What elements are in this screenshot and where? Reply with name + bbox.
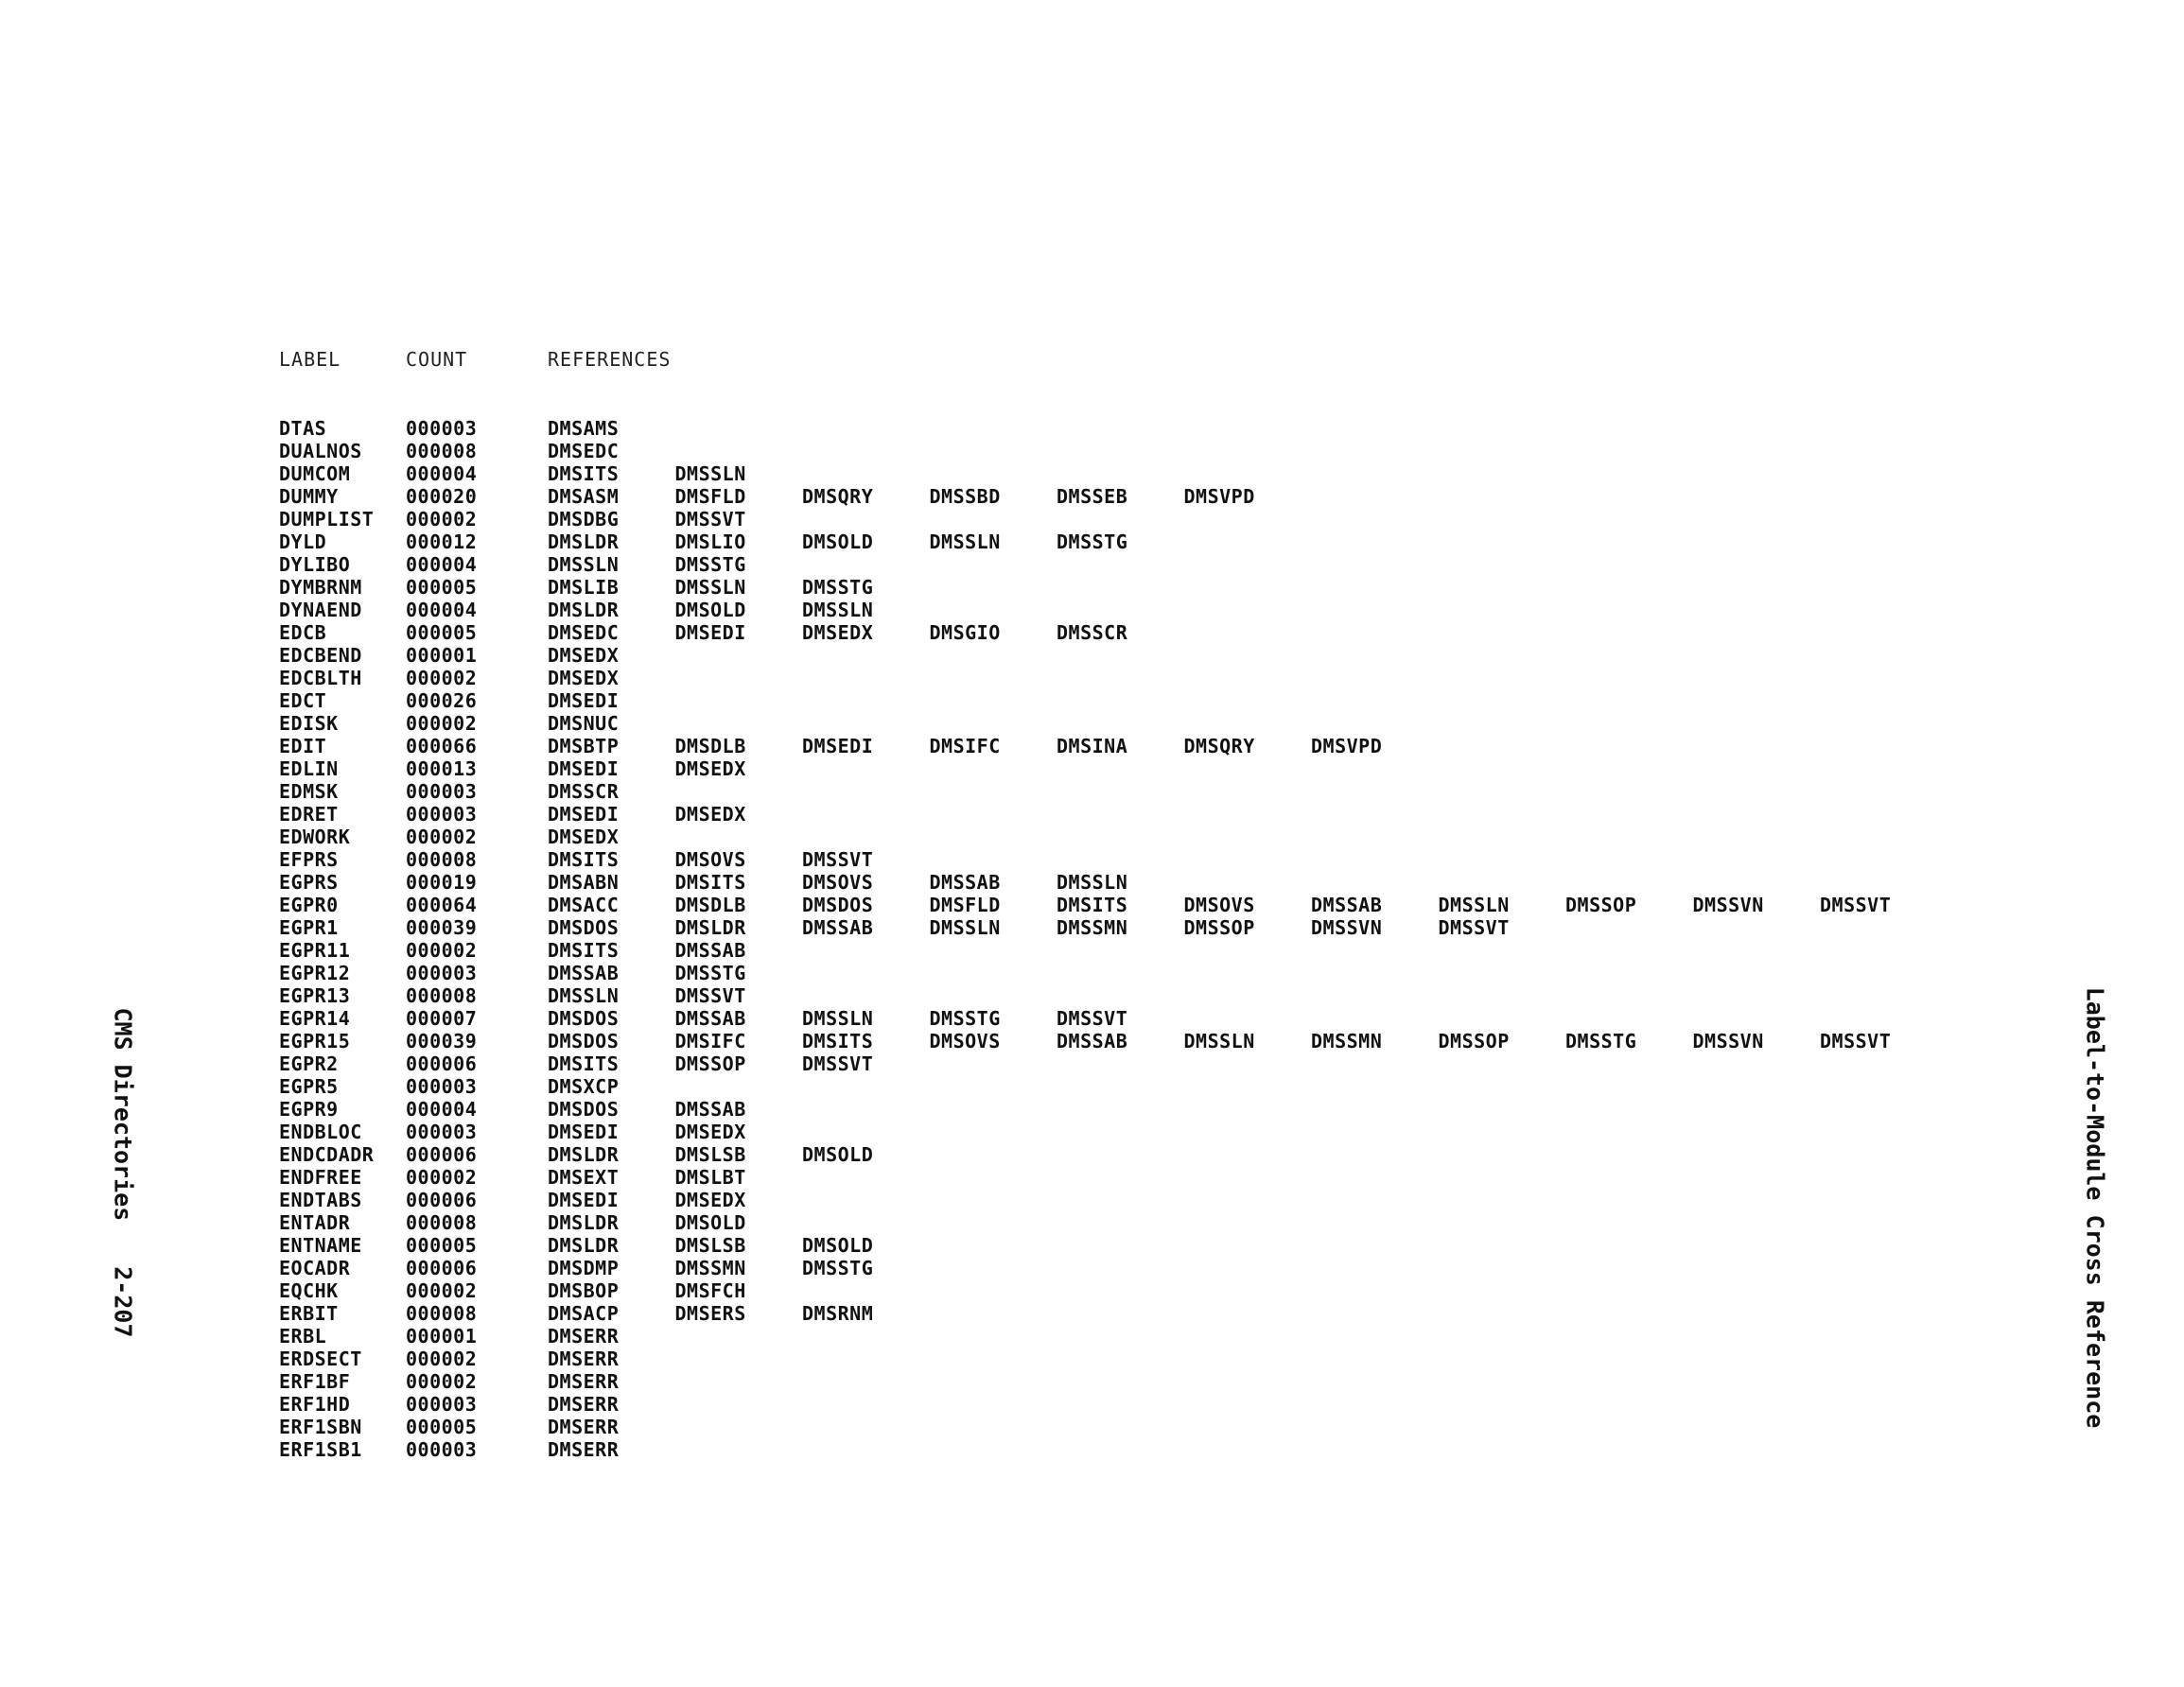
row-reference: DMSSAB	[674, 939, 746, 962]
row-count: 000008	[406, 440, 478, 462]
row-label: DYMBRNM	[279, 576, 362, 599]
row-label: EQCHK	[279, 1279, 339, 1302]
row-reference: DMSDOS	[548, 1098, 620, 1121]
row-label: EDISK	[279, 712, 339, 735]
row-reference: DMSSOP	[1183, 916, 1255, 939]
row-reference: DMSSBD	[929, 485, 1001, 508]
running-title: Label-to-Module Cross Reference	[2081, 986, 2109, 1429]
row-count: 000006	[406, 1257, 478, 1279]
row-label: DUMCOM	[279, 462, 351, 485]
row-reference: DMSSVT	[1057, 1007, 1128, 1030]
row-count: 000001	[406, 644, 478, 667]
row-count: 000003	[406, 417, 478, 440]
row-label: EGPRS	[279, 871, 339, 894]
row-reference: DMSLBT	[674, 1166, 746, 1189]
row-count: 000002	[406, 826, 478, 848]
row-reference: DMSSVT	[1438, 916, 1510, 939]
row-reference: DMSLSB	[674, 1234, 746, 1257]
header-count: COUNT	[406, 348, 468, 371]
row-reference: DMSEDX	[674, 803, 746, 826]
row-reference: DMSSEB	[1057, 485, 1128, 508]
row-count: 000006	[406, 1143, 478, 1166]
row-count: 000004	[406, 462, 478, 485]
row-reference: DMSLDR	[548, 1143, 620, 1166]
row-reference: DMSSVN	[1311, 916, 1383, 939]
row-reference: DMSSLN	[929, 916, 1001, 939]
row-label: EDMSK	[279, 780, 339, 803]
row-reference: DMSERR	[548, 1325, 620, 1348]
row-count: 000005	[406, 621, 478, 644]
row-label: ERDSECT	[279, 1348, 362, 1370]
row-count: 000020	[406, 485, 478, 508]
row-reference: DMSEDC	[548, 440, 620, 462]
row-reference: DMSITS	[1057, 894, 1128, 916]
row-reference: DMSXCP	[548, 1075, 620, 1098]
row-reference: DMSABN	[548, 871, 620, 894]
row-label: EDCBLTH	[279, 667, 362, 689]
row-label: ERF1SB1	[279, 1438, 362, 1461]
row-label: ERF1SBN	[279, 1416, 362, 1438]
row-reference: DMSERS	[674, 1302, 746, 1325]
row-reference: DMSEDX	[548, 826, 620, 848]
row-label: EGPR1	[279, 916, 339, 939]
header-label: LABEL	[279, 348, 341, 371]
row-reference: DMSSOP	[674, 1052, 746, 1075]
row-reference: DMSSVN	[1692, 1030, 1764, 1052]
row-reference: DMSSAB	[1057, 1030, 1128, 1052]
row-reference: DMSSLN	[1438, 894, 1510, 916]
row-count: 000003	[406, 1438, 478, 1461]
row-label: EGPR15	[279, 1030, 351, 1052]
row-label: EDLIN	[279, 757, 339, 780]
row-reference: DMSSTG	[802, 1257, 874, 1279]
row-count: 000039	[406, 1030, 478, 1052]
row-reference: DMSSCR	[548, 780, 620, 803]
row-reference: DMSSOP	[1438, 1030, 1510, 1052]
row-count: 000039	[406, 916, 478, 939]
row-label: ERF1BF	[279, 1370, 351, 1393]
row-count: 000002	[406, 1348, 478, 1370]
row-reference: DMSOVS	[1183, 894, 1255, 916]
row-label: EDCB	[279, 621, 327, 644]
row-reference: DMSSAB	[802, 916, 874, 939]
row-reference: DMSSLN	[1183, 1030, 1255, 1052]
row-reference: DMSSVT	[1820, 894, 1892, 916]
row-reference: DMSFCH	[674, 1279, 746, 1302]
row-reference: DMSDOS	[548, 916, 620, 939]
row-label: EGPR13	[279, 984, 351, 1007]
row-label: ENDTABS	[279, 1189, 362, 1211]
row-count: 000012	[406, 530, 478, 553]
row-label: EGPR0	[279, 894, 339, 916]
page-number: 2-207	[109, 1266, 137, 1338]
row-reference: DMSSVN	[1692, 894, 1764, 916]
row-count: 000002	[406, 508, 478, 530]
row-label: EDCT	[279, 689, 327, 712]
row-label: EGPR5	[279, 1075, 339, 1098]
row-count: 000003	[406, 1121, 478, 1143]
row-count: 000002	[406, 1166, 478, 1189]
row-reference: DMSSLN	[548, 553, 620, 576]
row-reference: DMSAMS	[548, 417, 620, 440]
row-reference: DMSERR	[548, 1393, 620, 1416]
row-reference: DMSLIB	[548, 576, 620, 599]
row-reference: DMSSLN	[674, 462, 746, 485]
row-reference: DMSSMN	[1311, 1030, 1383, 1052]
row-reference: DMSSVT	[802, 1052, 874, 1075]
row-label: EDWORK	[279, 826, 351, 848]
row-reference: DMSSAB	[929, 871, 1001, 894]
row-reference: DMSEDX	[674, 1189, 746, 1211]
row-reference: DMSERR	[548, 1438, 620, 1461]
row-label: EOCADR	[279, 1257, 351, 1279]
row-reference: DMSDLB	[674, 735, 746, 757]
row-reference: DMSSVT	[674, 508, 746, 530]
row-label: DYNAEND	[279, 599, 362, 621]
row-reference: DMSOLD	[674, 599, 746, 621]
row-count: 000004	[406, 1098, 478, 1121]
row-count: 000005	[406, 1234, 478, 1257]
row-reference: DMSEDI	[548, 803, 620, 826]
row-reference: DMSSLN	[548, 984, 620, 1007]
row-reference: DMSDBG	[548, 508, 620, 530]
row-reference: DMSBOP	[548, 1279, 620, 1302]
row-reference: DMSACC	[548, 894, 620, 916]
row-reference: DMSSAB	[674, 1098, 746, 1121]
row-count: 000004	[406, 599, 478, 621]
row-reference: DMSNUC	[548, 712, 620, 735]
row-reference: DMSSCR	[1057, 621, 1128, 644]
row-count: 000019	[406, 871, 478, 894]
row-reference: DMSOLD	[674, 1211, 746, 1234]
row-reference: DMSFLD	[929, 894, 1001, 916]
row-reference: DMSSAB	[674, 1007, 746, 1030]
row-reference: DMSSTG	[674, 962, 746, 984]
row-reference: DMSSOP	[1565, 894, 1637, 916]
row-label: DUALNOS	[279, 440, 362, 462]
row-reference: DMSEDI	[802, 735, 874, 757]
row-count: 000008	[406, 848, 478, 871]
row-reference: DMSSLN	[1057, 871, 1128, 894]
row-reference: DMSSTG	[1565, 1030, 1637, 1052]
row-count: 000008	[406, 1302, 478, 1325]
row-reference: DMSSAB	[1311, 894, 1383, 916]
row-reference: DMSRNM	[802, 1302, 874, 1325]
row-reference: DMSEDI	[674, 621, 746, 644]
row-reference: DMSERR	[548, 1416, 620, 1438]
row-reference: DMSLDR	[674, 916, 746, 939]
row-count: 000064	[406, 894, 478, 916]
row-reference: DMSSTG	[1057, 530, 1128, 553]
row-label: EGPR11	[279, 939, 351, 962]
row-reference: DMSERR	[548, 1370, 620, 1393]
row-label: EGPR12	[279, 962, 351, 984]
row-reference: DMSASM	[548, 485, 620, 508]
row-reference: DMSEDX	[548, 667, 620, 689]
row-count: 000066	[406, 735, 478, 757]
row-count: 000008	[406, 1211, 478, 1234]
row-reference: DMSITS	[674, 871, 746, 894]
row-label: ENTADR	[279, 1211, 351, 1234]
row-count: 000005	[406, 1416, 478, 1438]
row-reference: DMSDOS	[802, 894, 874, 916]
row-reference: DMSLSB	[674, 1143, 746, 1166]
row-label: DYLIBO	[279, 553, 351, 576]
row-reference: DMSBTP	[548, 735, 620, 757]
row-reference: DMSEXT	[548, 1166, 620, 1189]
row-reference: DMSOLD	[802, 1234, 874, 1257]
row-reference: DMSSTG	[929, 1007, 1001, 1030]
row-reference: DMSSVT	[674, 984, 746, 1007]
row-reference: DMSEDI	[548, 1121, 620, 1143]
row-label: ENTNAME	[279, 1234, 362, 1257]
row-reference: DMSSVT	[802, 848, 874, 871]
row-reference: DMSOVS	[674, 848, 746, 871]
row-reference: DMSGIO	[929, 621, 1001, 644]
row-reference: DMSEDX	[802, 621, 874, 644]
row-count: 000001	[406, 1325, 478, 1348]
row-reference: DMSLDR	[548, 1234, 620, 1257]
row-reference: DMSSMN	[674, 1257, 746, 1279]
row-label: EGPR14	[279, 1007, 351, 1030]
row-count: 000013	[406, 757, 478, 780]
row-reference: DMSSLN	[929, 530, 1001, 553]
row-count: 000004	[406, 553, 478, 576]
row-reference: DMSITS	[548, 462, 620, 485]
row-reference: DMSLDR	[548, 1211, 620, 1234]
row-label: EDIT	[279, 735, 327, 757]
row-count: 000006	[406, 1052, 478, 1075]
row-label: ERBIT	[279, 1302, 339, 1325]
left-margin-footer	[110, 1007, 137, 1337]
row-reference: DMSSLN	[674, 576, 746, 599]
row-count: 000005	[406, 576, 478, 599]
row-label: ENDFREE	[279, 1166, 362, 1189]
row-reference: DMSEDI	[548, 757, 620, 780]
row-reference: DMSEDI	[548, 1189, 620, 1211]
row-reference: DMSEDX	[548, 644, 620, 667]
row-reference: DMSDOS	[548, 1007, 620, 1030]
row-count: 000002	[406, 1279, 478, 1302]
row-count: 000003	[406, 1075, 478, 1098]
row-label: DUMPLIST	[279, 508, 375, 530]
row-count: 000002	[406, 1370, 478, 1393]
row-reference: DMSFLD	[674, 485, 746, 508]
row-reference: DMSOVS	[802, 871, 874, 894]
header-references: REFERENCES	[548, 348, 672, 371]
row-count: 000002	[406, 667, 478, 689]
row-reference: DMSITS	[548, 939, 620, 962]
section-title: CMS Directories	[109, 1007, 137, 1222]
row-reference: DMSIFC	[674, 1030, 746, 1052]
row-reference: DMSSMN	[1057, 916, 1128, 939]
row-reference: DMSSTG	[674, 553, 746, 576]
row-reference: DMSQRY	[1183, 735, 1255, 757]
row-reference: DMSITS	[548, 848, 620, 871]
row-reference: DMSOVS	[929, 1030, 1001, 1052]
row-label: EDCBEND	[279, 644, 362, 667]
row-label: ERBL	[279, 1325, 327, 1348]
row-label: EFPRS	[279, 848, 339, 871]
row-count: 000003	[406, 1393, 478, 1416]
row-reference: DMSDOS	[548, 1030, 620, 1052]
row-label: DUMMY	[279, 485, 339, 508]
row-reference: DMSVPD	[1311, 735, 1383, 757]
row-reference: DMSITS	[548, 1052, 620, 1075]
row-reference: DMSLIO	[674, 530, 746, 553]
row-label: EDRET	[279, 803, 339, 826]
row-reference: DMSLDR	[548, 530, 620, 553]
row-reference: DMSSLN	[802, 1007, 874, 1030]
row-reference: DMSERR	[548, 1348, 620, 1370]
row-reference: DMSEDI	[548, 689, 620, 712]
row-reference: DMSSVT	[1820, 1030, 1892, 1052]
row-reference: DMSOLD	[802, 1143, 874, 1166]
row-reference: DMSOLD	[802, 530, 874, 553]
row-label: EGPR2	[279, 1052, 339, 1075]
row-count: 000008	[406, 984, 478, 1007]
row-count: 000006	[406, 1189, 478, 1211]
row-reference: DMSDMP	[548, 1257, 620, 1279]
row-reference: DMSEDX	[674, 1121, 746, 1143]
row-count: 000026	[406, 689, 478, 712]
row-label: EGPR9	[279, 1098, 339, 1121]
row-reference: DMSITS	[802, 1030, 874, 1052]
row-reference: DMSACP	[548, 1302, 620, 1325]
row-reference: DMSSTG	[802, 576, 874, 599]
row-reference: DMSDLB	[674, 894, 746, 916]
row-label: ENDCDADR	[279, 1143, 375, 1166]
row-reference: DMSIFC	[929, 735, 1001, 757]
row-label: DTAS	[279, 417, 327, 440]
row-reference: DMSVPD	[1183, 485, 1255, 508]
row-reference: DMSQRY	[802, 485, 874, 508]
row-count: 000002	[406, 712, 478, 735]
row-reference: DMSEDC	[548, 621, 620, 644]
row-label: ENDBLOC	[279, 1121, 362, 1143]
row-count: 000002	[406, 939, 478, 962]
row-count: 000003	[406, 780, 478, 803]
row-reference: DMSEDX	[674, 757, 746, 780]
row-reference: DMSSLN	[802, 599, 874, 621]
row-count: 000003	[406, 962, 478, 984]
row-reference: DMSLDR	[548, 599, 620, 621]
row-reference: DMSSAB	[548, 962, 620, 984]
row-label: DYLD	[279, 530, 327, 553]
row-label: ERF1HD	[279, 1393, 351, 1416]
row-count: 000003	[406, 803, 478, 826]
row-reference: DMSINA	[1057, 735, 1128, 757]
row-count: 000007	[406, 1007, 478, 1030]
